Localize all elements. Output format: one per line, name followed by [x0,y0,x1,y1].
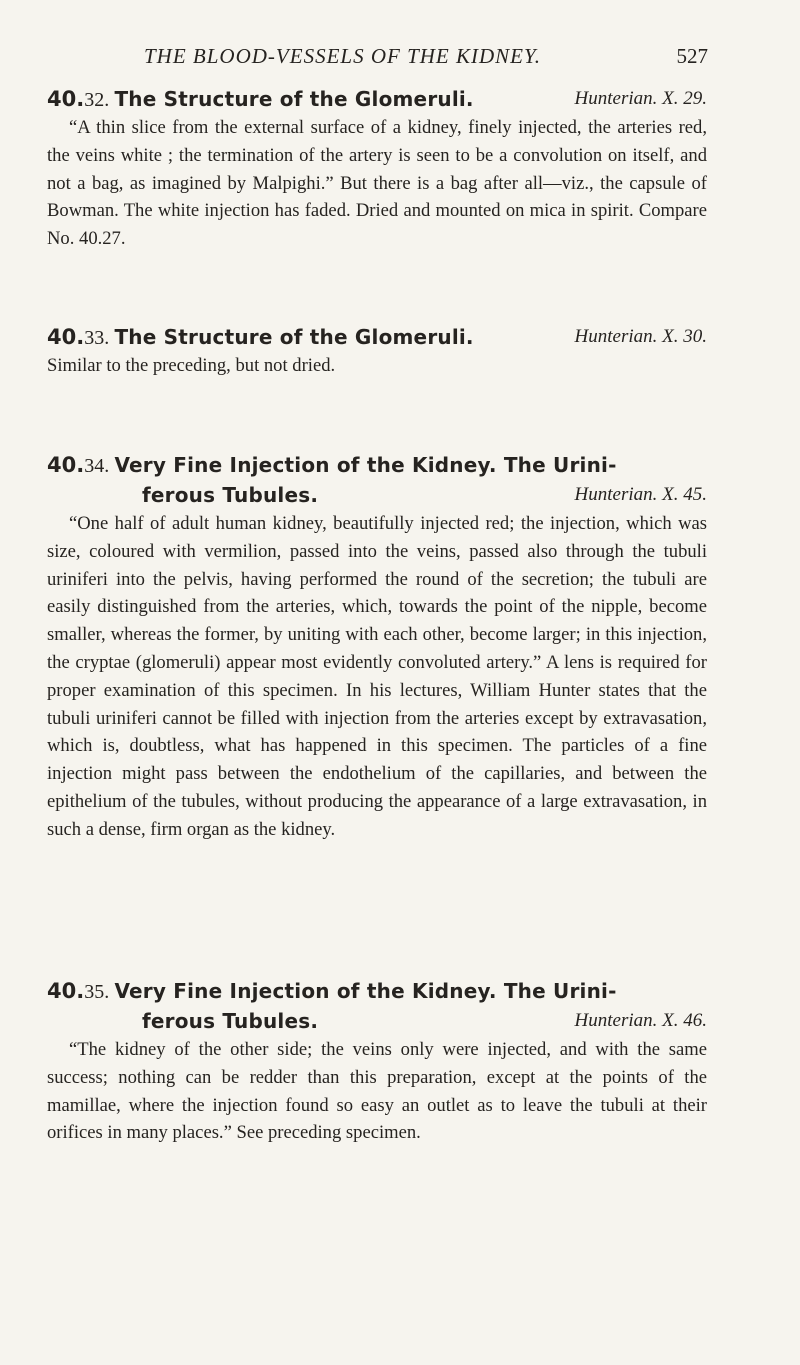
catalogue-entry [47,84,707,253]
collection-name: Hunterian. [574,1010,658,1031]
catalogue-number: X. 30. [662,326,707,347]
entry-title: Very Fine Injection of the Kidney. The Urini- [114,453,617,477]
entry-reference [575,480,707,510]
entry-heading [47,976,707,1006]
entry-series: 40. [47,325,85,349]
entry-text-content: “The kidney of the other side; the veins only were injected, and with the same success; nothing can be redder than this preparation, except at the points of the mamillae, where the injection found so easy an outlet as to leave the tubuli at their orifices in many places.” See preceding specimen. [47,1039,707,1144]
entry-text [47,352,707,380]
entry-title-continued: ferous Tubules. [142,483,319,507]
collection-name: Hunterian. [574,484,658,505]
entry-text [47,510,707,844]
entry-text-content: “One half of adult human kidney, beautifully injected red; the injection, which was size, coloured with vermilion, passed into the veins, passed also through the tubuli uriniferi into the pelvis, having performed the round of the secretion; the tubuli are easily distinguished from the arteries, which, towards the point of the nipple, become smaller, whereas the former, by uniting with each other, become larger; in this injection, the cryptae (glomeruli) appear most evidently convoluted artery.” A lens is required for proper examination of this specimen. In his lectures, William Hunter states that the tubuli uriniferi cannot be filled with injection from the arteries except by extravasation, which is, doubtless, what has happened in this specimen. The particles of a fine injection might pass between the endothelium of the capillaries, and between the epithelium of the tubules, without producing the appearance of a large extravasation, in such a dense, firm organ as the kidney. [47,513,707,840]
collection-name: Hunterian. [574,326,658,347]
entry-heading [47,450,707,480]
entry-reference [575,1006,707,1036]
page-number: 527 [676,44,708,68]
entry-text [47,1036,707,1147]
catalogue-entry [47,322,707,380]
catalogue-number: X. 46. [662,1010,707,1031]
entry-title: The Structure of the Glomeruli. [114,87,474,111]
entry-title: The Structure of the Glomeruli. [114,325,474,349]
entry-title-continued: ferous Tubules. [142,1009,319,1033]
entry-number: 34. [84,455,110,477]
entry-number: 33. [84,327,110,349]
catalogue-number: X. 29. [662,88,707,109]
running-head-title: THE BLOOD-VESSELS OF THE KIDNEY. [144,44,541,68]
entry-heading-continued [47,480,707,510]
entry-number: 35. [84,981,110,1003]
entry-series: 40. [47,453,85,477]
entry-heading-continued [47,1006,707,1036]
catalogue-entry [47,450,707,844]
entry-title: Very Fine Injection of the Kidney. The Urini- [114,979,617,1003]
entry-number: 32. [84,89,110,111]
entry-heading [47,84,707,114]
entry-text [47,114,707,253]
entry-text-content: “A thin slice from the external surface of a kidney, finely injected, the arteries red, the veins white ; the termination of the artery is seen to be a convolution on itself, and not a bag, as imagined by Malpighi.” But there is a bag after all—viz., the capsule of Bowman. The white injection has faded. Dried and mounted on mica in spirit. Compare No. 40.27. [47,117,707,250]
entry-series: 40. [47,979,85,1003]
entry-series: 40. [47,87,85,111]
running-head [140,44,708,72]
catalogue-number: X. 45. [662,484,707,505]
entry-reference [575,84,707,114]
entry-reference [575,322,707,352]
entry-heading [47,322,707,352]
entry-text-content: Similar to the preceding, but not dried. [47,355,336,376]
collection-name: Hunterian. [574,88,658,109]
catalogue-entry [47,976,707,1147]
